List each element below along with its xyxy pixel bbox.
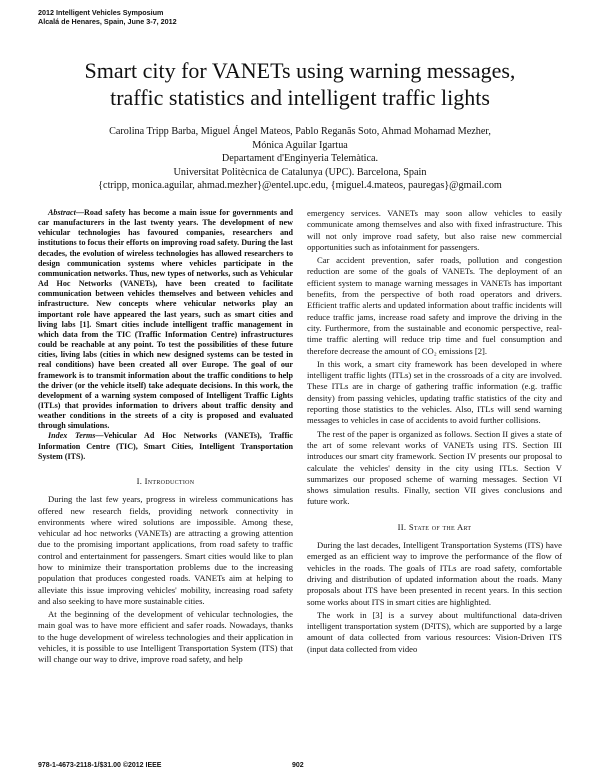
paragraph: The work in [3] is a survey about multifunctional data-driven intelligent transportation system (D²ITS), which are supported by a large amount of data collected from various resources: Vision-Driven ITS (input data collected from video bbox=[307, 609, 562, 654]
page-number: 902 bbox=[292, 762, 304, 769]
department: Departament d'Enginyeria Telemàtica. bbox=[221, 153, 379, 164]
author-names-line-1: Carolina Tripp Barba, Miguel Ángel Mateos, Pablo Reganãs Soto, Ahmad Mohamad Mezher, bbox=[109, 126, 491, 137]
paper-title bbox=[20, 57, 580, 111]
abstract-label: Abstract bbox=[48, 208, 76, 217]
conference-location: Alcalá de Henares, Spain, June 3-7, 2012 bbox=[38, 17, 177, 26]
index-terms-text: —Vehicular Ad Hoc Networks (VANETs), Traffic Information Centre (TIC), Smart Cities, Intelligent Transportation System (ITS). bbox=[38, 431, 293, 461]
abstract-text: —Road safety has become a main issue for governments and car manufacturers in the last twenty years. The development of new vehicular technologies has favoured companies, researchers and institutions to focus their efforts on improving road safety. During the last decades, the evolution of wireless technologies has allowed researchers to design communication systems where vehicles participate in the communication networks. Thus, new types of networks, such as Vehicular Ad Hoc Networks (VANETs), have been created to facilitate communication between vehicles themselves and between vehicles and infrastructure. New concepts where vehicular networks play an important role have appeared the last years, such as smart cities and living labs [1]. Smart cities include intelligent traffic management in which data from the TIC (Traffic Information Centre) infrastructures could be reachable at any point. To test the possibilities of these future cities, living labs (cities in which new designed systems can be tested in real conditions) have been created all over Europe. The goal of our framework is to transmit information about the traffic conditions to help the driver (or the vehicle itself) take adequate decisions. In this work, the development of a warning system composed of Intelligent Traffic Lights (ITLs) that provides information to drivers about traffic density and weather conditions in the streets of a city is proposed and evaluated through simulations. bbox=[38, 208, 293, 431]
title-line-1: Smart city for VANETs using warning messages, bbox=[84, 58, 516, 83]
title-line-2: traffic statistics and intelligent traffic lights bbox=[110, 85, 490, 110]
paragraph: Car accident prevention, safer roads, pollution and congestion reduction are some of the goals of VANETs. The deployment of an efficient system to manage warning messages in VANETs has important benefits, from the perspective of both road operators and drivers. Efficient traffic alerts and updated information about traffic incidents will reduce traffic jams, increase road safety and improve the driving in the city. Furthermore, from the sustainable and economic perspective, real-time traffic alerting will reduce trip time and fuel consumption and therefore decrease the amount of CO₂ emissions [2]. bbox=[307, 255, 562, 356]
paragraph: In this work, a smart city framework has been developed in where intelligent traffic lights (ITLs) set in the crossroads of a city are involved. These ITLs are in charge of gathering traffic information (e.g. traffic density) from passing vehicles, updating traffic statistics of the city and reporting those statistics to the vehicles. Also, ITLs will send warning messages to vehicles in case of accidents to avoid further collisions. bbox=[307, 358, 562, 426]
section-heading-state-of-the-art: II. State of the Art bbox=[397, 521, 472, 532]
paragraph: emergency services. VANETs may soon allow vehicles to easily communicate among themselves and also with fixed infrastructure. This will not only improve road safety, but also raise new commercial opportunities such as infotainment for passengers. bbox=[307, 208, 562, 252]
index-terms-label: Index Terms bbox=[48, 431, 96, 441]
left-column bbox=[38, 208, 293, 668]
section-heading-introduction: I. Introduction bbox=[136, 475, 195, 486]
paragraph: At the beginning of the development of vehicular technologies, the main goal was to have more efficient and safer roads. Nowadays, thanks to the huge development of wireless technologies and their application in vehicles, it is possible to use Intelligent Transportation System (ITS) that will change our way to drive, improve road safety, and help bbox=[38, 609, 293, 665]
abstract bbox=[38, 208, 293, 462]
conference-header bbox=[38, 8, 177, 26]
right-column bbox=[307, 208, 562, 657]
author-emails: {ctripp, monica.aguilar, ahmad.mezher}@entel.upc.edu, {miguel.4.mateos, pauregas}@gmail.com bbox=[98, 180, 502, 191]
paragraph: During the last decades, Intelligent Transportation Systems (ITS) have emerged as an efficient way to improve the performance of the flow of vehicles in the roads. The goals of ITLs are road safety, comfortable driving and distribution of updated information about the roads. Many proposals about ITS have been presented in recent years. In this section some works about ITS in smart cities are highlighted. bbox=[307, 540, 562, 607]
paragraph: During the last few years, progress in wireless communications has offered new research fields, providing network connectivity in environments where wired solutions are impossible. Among these, vehicular ad hoc networks (VANETs) are attracting a growing attention due to the promising important applications, from road safety to traffic control and entertainment for passengers. Smart cities would like to plan how to minimize their transportation problems due to the increasing population that produces congested roads. VANETs aim at helping to alleviate this issue improving vehicles' mobility, increasing road safety and also seeking to have more sustainable cities. bbox=[38, 494, 293, 606]
footer-isbn: 978-1-4673-2118-1/$31.00 ©2012 IEEE bbox=[38, 762, 162, 769]
conference-name: 2012 Intelligent Vehicles Symposium bbox=[38, 8, 164, 17]
author-block bbox=[20, 125, 580, 193]
university: Universitat Politècnica de Catalunya (UPC). Barcelona, Spain bbox=[173, 166, 427, 178]
author-names-line-2: Mónica Aguilar Igartua bbox=[252, 139, 348, 151]
paragraph: The rest of the paper is organized as follows. Section II gives a state of the art of some relevant works of VANETs using ITS. Section III introduces our smart city framework. Section IV presents our proposal to calculate the vehicles' density in the city using ITLs. Section V summarizes our proposed scheme of warning messages. Section VI shows simulation results. Finally, section VII gives conclusions and future work. bbox=[307, 428, 562, 507]
